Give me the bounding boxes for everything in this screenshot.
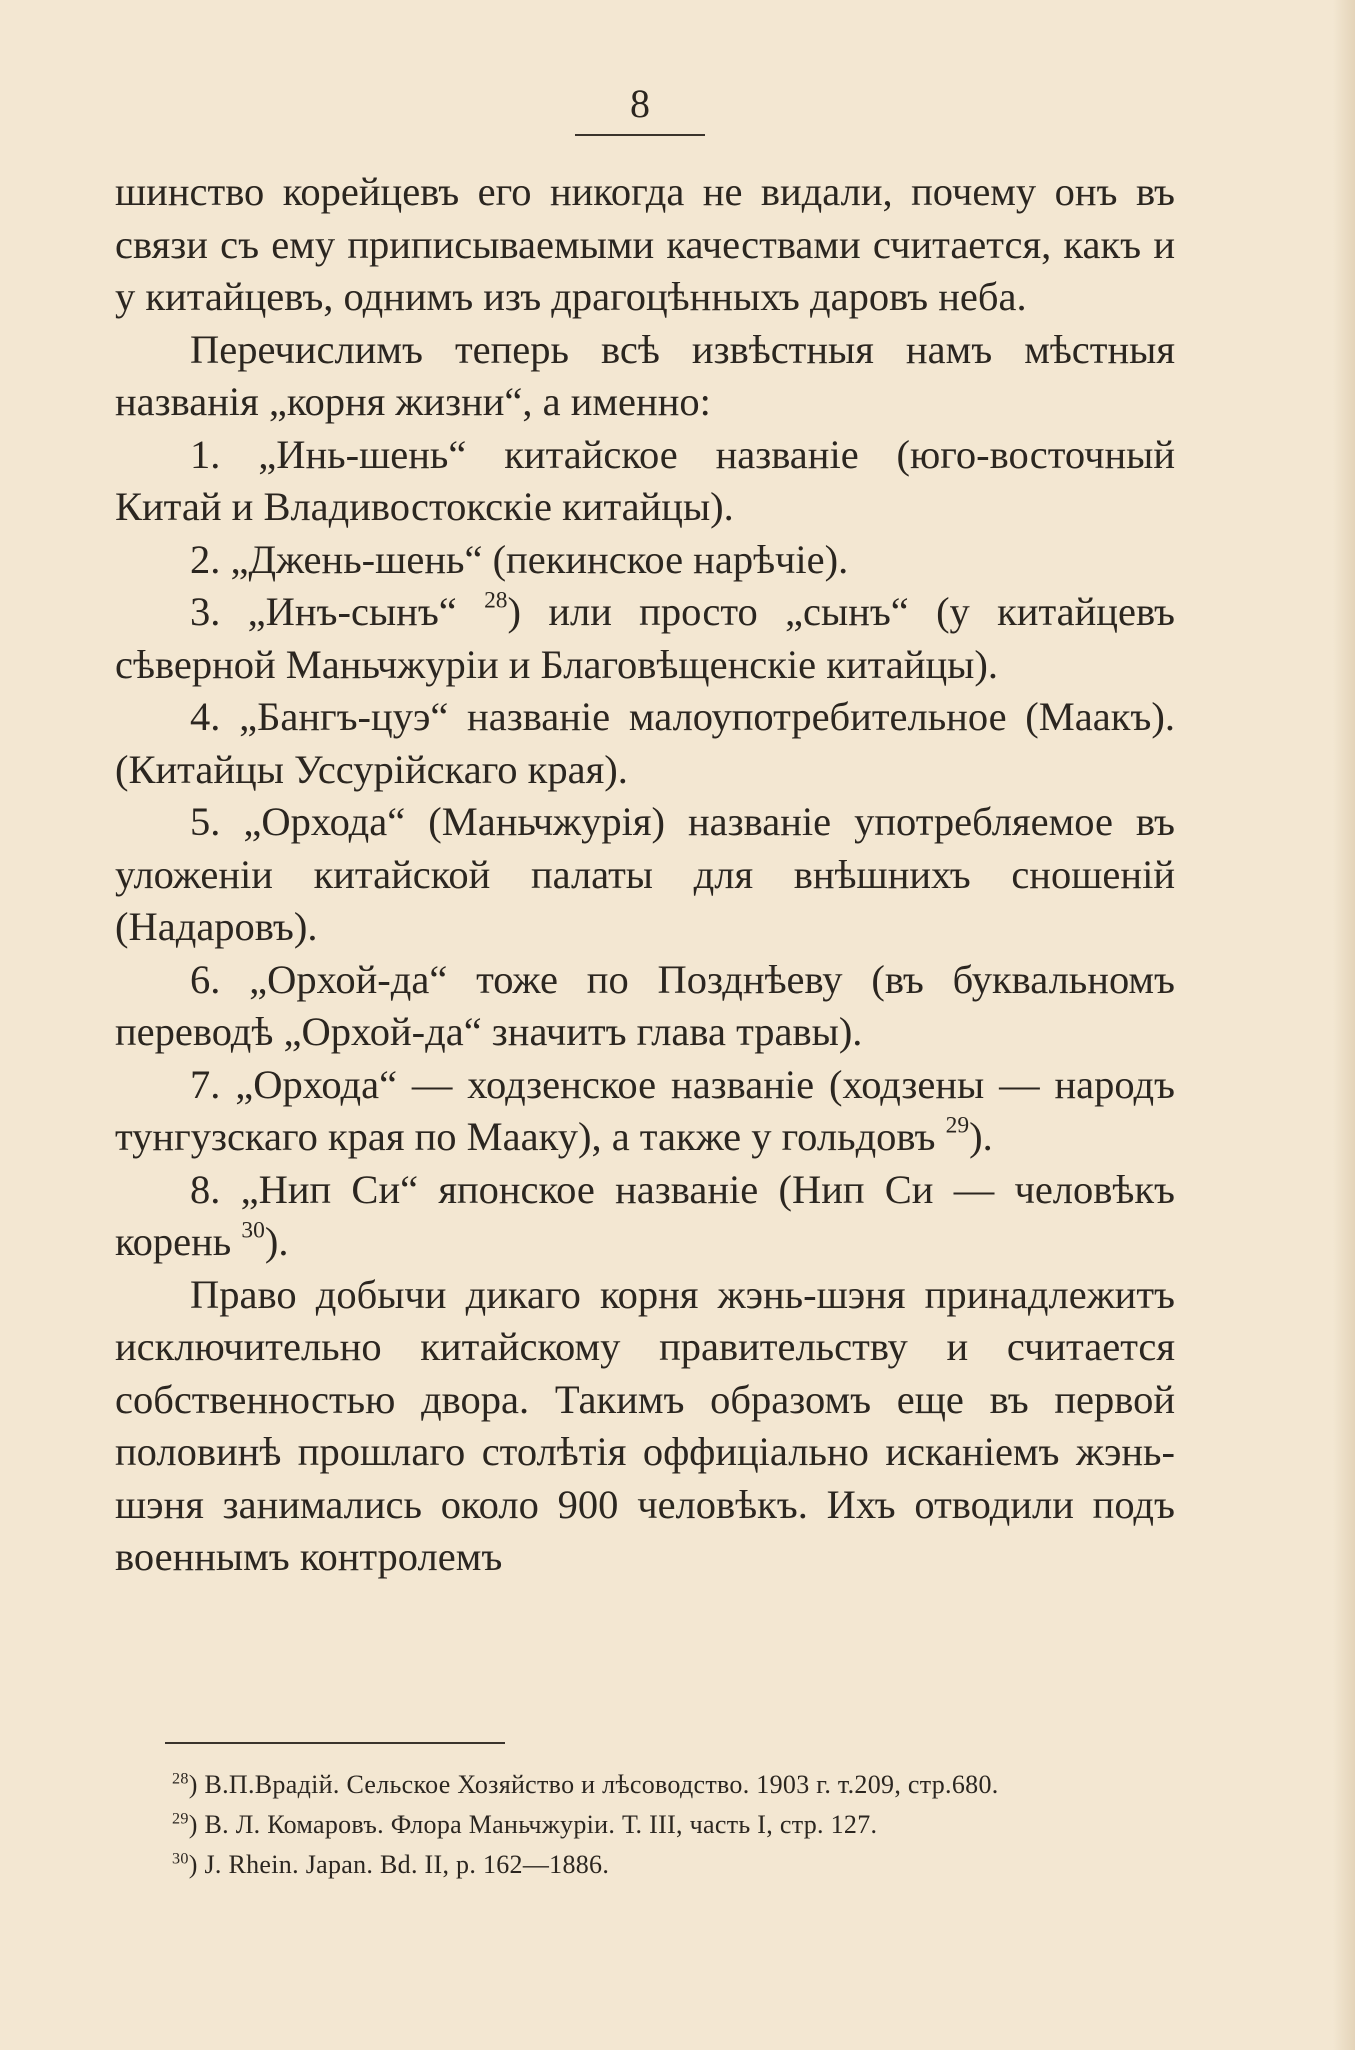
paragraph	[115, 1164, 1175, 1269]
paragraph-text: ).	[969, 1114, 993, 1159]
paragraph-text: 8. „Нип Си“ японское названіе (Нип Си — человѣкъ корень	[115, 1166, 1175, 1264]
footnotes	[172, 1765, 1182, 1885]
page-number-rule	[575, 134, 705, 136]
paragraph-text: 7. „Орхода“ — ходзенское названіе (ходзены — народъ тунгузскаго края по Мааку), а также у гольдовъ	[115, 1061, 1175, 1159]
footnote-text: ) J. Rhein. Japan. Bd. II, p. 162—1886.	[188, 1850, 610, 1879]
paragraph	[115, 534, 1175, 587]
footnote	[172, 1845, 1182, 1885]
paragraph	[115, 324, 1175, 429]
page-edge-shadow	[1333, 0, 1355, 2050]
paragraph	[115, 796, 1175, 954]
paragraph	[115, 691, 1175, 796]
paragraph-text: 3. „Инъ-сынъ“	[190, 589, 485, 634]
footnote-reference: 29	[945, 1112, 970, 1139]
paragraph-text: 4. „Бангъ-цуэ“ названіе малоупотребительное (Маакъ). (Китайцы Уссурійскаго края).	[115, 694, 1175, 792]
footnote-number: 30	[172, 1850, 189, 1868]
paragraph-text: 1. „Инь-шень“ китайское названіе (юго-восточный Китай и Владивостокскіе китайцы).	[115, 431, 1175, 529]
footnote-text: ) В. Л. Комаровъ. Флора Маньчжуріи. Т. III, часть I, стр. 127.	[188, 1810, 878, 1839]
paragraph-text: шинство корейцевъ его никогда не видали, почему онъ въ связи съ ему приписываемыми качествами считается, какъ и у китайцевъ, однимъ изъ драгоцѣнныхъ даровъ неба.	[115, 169, 1175, 319]
paragraph-text: 2. „Джень-шень“ (пекинское нарѣчіе).	[190, 536, 849, 582]
footnote-separator	[165, 1742, 505, 1744]
paragraph-text: 5. „Орхода“ (Маньчжурія) названіе употребляемое въ уложеніи китайской палаты для внѣшнихъ сношеній (Надаровъ).	[115, 799, 1175, 949]
paragraph	[115, 429, 1175, 534]
page-number: 8	[630, 81, 650, 126]
footnote-text: ) В.П.Врадій. Сельское Хозяйство и лѣсоводство. 1903 г. т.209, стр.680.	[188, 1770, 999, 1799]
footnote	[172, 1765, 1182, 1805]
paragraph-text: ).	[264, 1219, 289, 1264]
paragraph-text: 6. „Орхой-да“ тоже по Позднѣеву (въ буквальномъ переводѣ „Орхой-да“ значитъ глава травы).	[115, 956, 1175, 1054]
body-text	[115, 166, 1175, 1584]
paragraph	[115, 1059, 1175, 1164]
footnote-number: 28	[172, 1770, 189, 1788]
footnote-reference: 28	[484, 587, 508, 614]
paragraph	[115, 1269, 1175, 1584]
paragraph-text: Право добычи дикаго корня жэнь-шэня принадлежитъ исключительно китайскому правительству и считается собственностью двора. Такимъ образомъ еще въ первой половинѣ прошлаго столѣтія оффиціально исканіемъ жэнь-шэня занимались около 900 человѣкъ. Ихъ отводили подъ военнымъ контролемъ	[115, 1271, 1175, 1579]
paragraph	[115, 166, 1175, 324]
paragraph	[115, 954, 1175, 1059]
paragraph-text: Перечислимъ теперь всѣ извѣстныя намъ мѣстныя названія „корня жизни“, а именно:	[115, 326, 1175, 424]
footnote-reference: 30	[241, 1217, 265, 1244]
paragraph-text: ) или просто „сынъ“ (у китайцевъ сѣверной Маньчжуріи и Благовѣщенскіе китайцы).	[115, 589, 1175, 687]
paragraph	[115, 586, 1175, 691]
footnote	[172, 1805, 1182, 1845]
footnote-number: 29	[172, 1810, 189, 1828]
